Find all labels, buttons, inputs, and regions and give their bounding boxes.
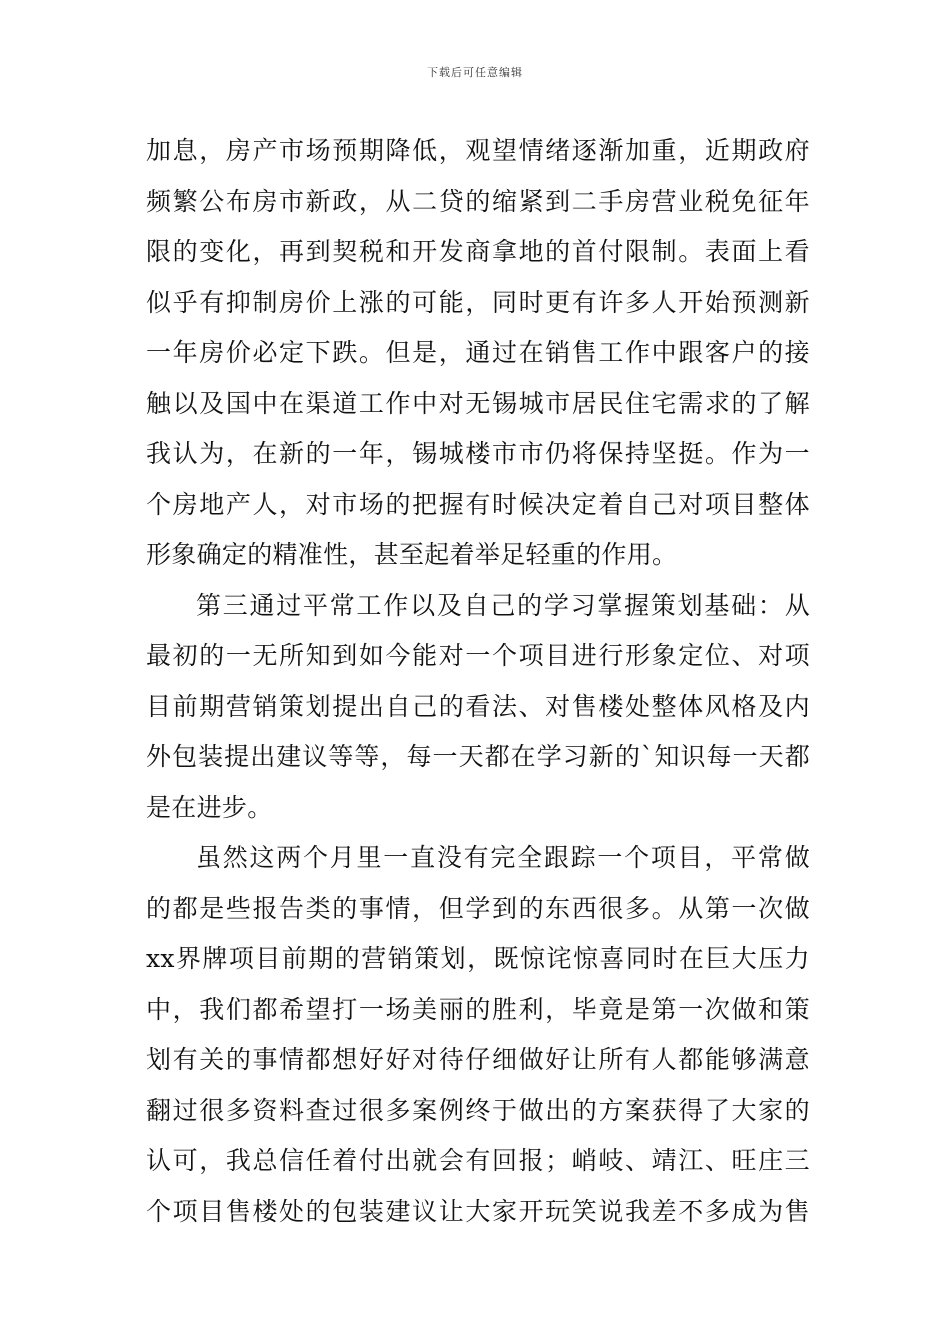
text-line: 似乎有抑制房价上涨的可能，同时更有许多人开始预测新 [146,287,810,317]
text-line: xx界牌项目前期的营销策划，既惊诧惊喜同时在巨大压力 [146,944,810,973]
paragraph [146,581,810,834]
text-line: 个项目售楼处的包装建议让大家开玩笑说我差不多成为售 [146,1196,810,1226]
text-line: 翻过很多资料查过很多案例终于做出的方案获得了大家的 [146,1095,810,1125]
text-line: 一年房价必定下跌。但是，通过在销售工作中跟客户的接 [146,338,810,367]
text-line: 触以及国中在渠道工作中对无锡城市居民住宅需求的了解 [146,388,810,418]
document-body [146,126,810,1237]
text-line: 加息，房产市场预期降低，观望情绪逐渐加重，近期政府 [146,136,810,165]
text-line: 形象确定的精准性，甚至起着举足轻重的作用。 [146,540,678,569]
text-line: 划有关的事情都想好好对待仔细做好让所有人都能够满意 [146,1045,810,1074]
text-line: 外包装提出建议等等，每一天都在学习新的`知识每一天都 [146,742,810,771]
text-line: 认可，我总信任着付出就会有回报；峭岐、靖江、旺庄三 [146,1146,810,1175]
text-line: 是在进步。 [146,792,273,822]
text-line: 最初的一无所知到如今能对一个项目进行形象定位、对项 [146,641,810,670]
page-header: 下载后可任意编辑 [427,66,523,79]
text-line: 虽然这两个月里一直没有完全跟踪一个项目，平常做 [196,843,810,872]
text-line: 我认为，在新的一年，锡城楼市市仍将保持坚挺。作为一 [146,439,810,468]
text-line: 个房地产人，对市场的把握有时候决定着自己对项目整体 [146,489,810,519]
text-line: 中，我们都希望打一场美丽的胜利，毕竟是第一次做和策 [146,994,810,1024]
text-line: 目前期营销策划提出自己的看法、对售楼处整体风格及内 [146,691,810,721]
paragraph [146,126,810,581]
text-line: 的都是些报告类的事情，但学到的东西很多。从第一次做 [146,893,810,923]
text-line: 频繁公布房市新政，从二贷的缩紧到二手房营业税免征年 [146,186,810,216]
paragraph [146,833,810,1237]
text-line: 第三通过平常工作以及自己的学习掌握策划基础：从 [196,590,810,620]
text-line: 限的变化，再到契税和开发商拿地的首付限制。表面上看 [146,237,810,266]
